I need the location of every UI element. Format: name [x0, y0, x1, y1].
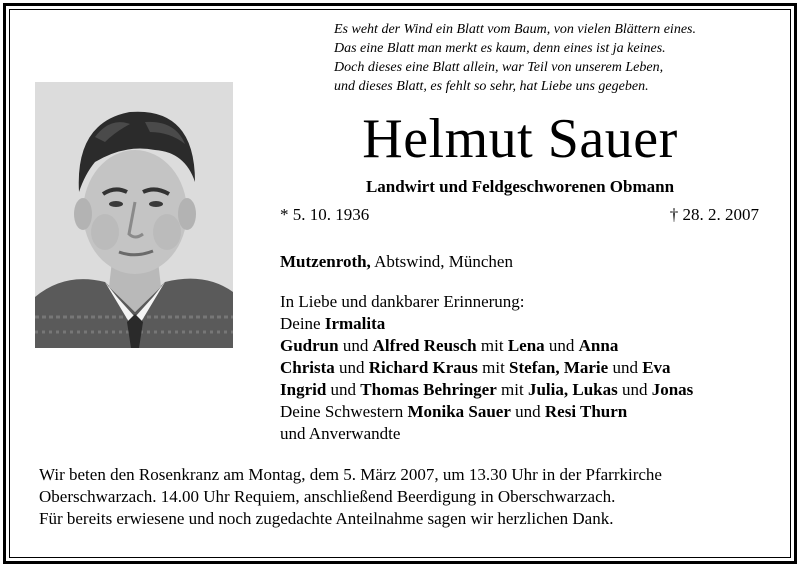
mourner-text: mit	[477, 358, 510, 377]
mourner-name: Monika Sauer	[407, 402, 511, 421]
service-line: Wir beten den Rosenkranz am Montag, dem 5. März 2007, um 13.30 Uhr in der Pfarrkirche	[39, 465, 662, 484]
birth-date: * 5. 10. 1936	[280, 205, 370, 224]
place-rest: Abtswind, München	[370, 252, 513, 271]
place-main: Mutzenroth,	[280, 252, 371, 271]
mourner-line	[280, 379, 780, 401]
mourner-name: Anna	[578, 336, 619, 355]
mourner-name: Resi Thurn	[544, 402, 628, 421]
mourner-name: Alfred Reusch	[372, 336, 477, 355]
mourner-name: Thomas Behringer	[360, 380, 497, 399]
mourner-line	[280, 357, 780, 379]
mourner-line	[280, 335, 780, 357]
portrait-photo	[35, 82, 233, 348]
mourner-line	[280, 401, 780, 423]
mourner-text: und	[334, 358, 369, 377]
mourners-intro: In Liebe und dankbarer Erinnerung:	[280, 292, 525, 311]
poem-line: Das eine Blatt man merkt es kaum, denn eines ist ja keines.	[334, 41, 666, 56]
mourner-name: Richard Kraus	[368, 358, 478, 377]
death-date: † 28. 2. 2007	[669, 205, 759, 224]
mourner-name: Eva	[642, 358, 671, 377]
mourner-name: Gudrun	[280, 336, 339, 355]
poem-line: und dieses Blatt, es fehlt so sehr, hat Liebe uns gegeben.	[334, 79, 649, 94]
mourner-text: und	[608, 358, 643, 377]
places	[280, 252, 513, 272]
mourner-text: und	[544, 336, 579, 355]
poem-line: Es weht der Wind ein Blatt vom Baum, von vielen Blättern eines.	[334, 22, 696, 37]
mourner-name: Jonas	[651, 380, 694, 399]
service-info	[39, 464, 769, 530]
mourner-text: und	[510, 402, 545, 421]
mourners-closing: und Anverwandte	[280, 424, 401, 443]
poem	[334, 20, 774, 96]
mourner-line	[280, 313, 780, 335]
mourner-text: und	[338, 336, 373, 355]
mourner-text: und	[326, 380, 361, 399]
mourner-text: mit	[496, 380, 528, 399]
mourner-text: Deine Schwestern	[280, 402, 408, 421]
mourner-name: Irmalita	[324, 314, 386, 333]
mourner-name: Christa	[280, 358, 335, 377]
mourner-text: und	[617, 380, 652, 399]
mourner-name: Lena	[507, 336, 545, 355]
deceased-name: Helmut Sauer	[362, 108, 678, 170]
mourners-list	[280, 291, 780, 445]
mourner-name: Stefan, Marie	[509, 358, 609, 377]
poem-line: Doch dieses eine Blatt allein, war Teil von unserem Leben,	[334, 60, 664, 75]
mourner-name: Julia, Lukas	[527, 380, 618, 399]
deceased-profession: Landwirt und Feldgeschworenen Obmann	[365, 177, 675, 196]
mourner-text: Deine	[280, 314, 325, 333]
mourner-name: Ingrid	[280, 380, 327, 399]
service-line: Oberschwarzach. 14.00 Uhr Requiem, anschließend Beerdigung in Oberschwarzach.	[39, 487, 616, 506]
portrait-illustration	[35, 82, 233, 348]
service-line: Für bereits erwiesene und noch zugedachte Anteilnahme sagen wir herzlichen Dank.	[39, 509, 614, 528]
mourner-text: mit	[476, 336, 508, 355]
